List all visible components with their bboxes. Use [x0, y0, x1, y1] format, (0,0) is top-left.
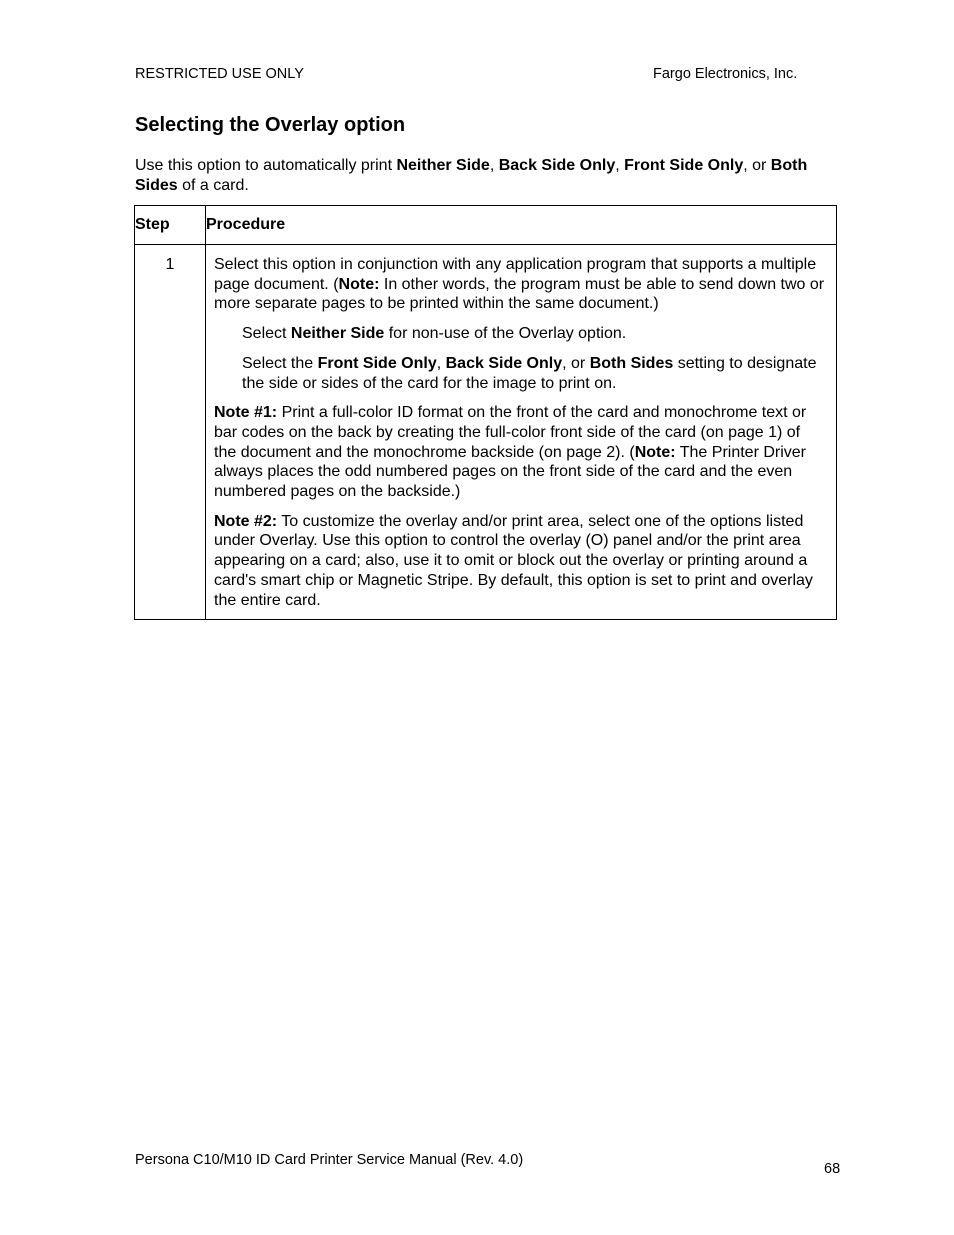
procedure-text: To customize the overlay and/or print area, select one of the options listed under Overlay. Use this option to control the overlay (O) panel and/or the print area appearing on a card; also, use it to omit or block out the overlay or printing around a card's smart chip or Magnetic Stripe. By default, this option is set to print and overlay the entire card. [214, 512, 813, 609]
table-row [135, 245, 837, 620]
procedure-text: Select this option in conjunction with any application program that supports a multiple page document. ( [214, 256, 817, 293]
procedure-text: Select the [242, 354, 318, 372]
procedure-text: The Printer Driver always places the odd numbered pages on the front side of the card and the even numbered pages on the backside.) [214, 443, 806, 501]
column-header-procedure: Procedure [206, 206, 837, 245]
intro-bold-back-side-only: Back Side Only [498, 157, 616, 174]
column-header-step: Step [135, 206, 206, 245]
procedure-text: , [436, 354, 446, 372]
procedure-bold-note-1: Note #1: [214, 404, 278, 422]
procedure-bold-neither-side: Neither Side [290, 325, 385, 343]
procedure-table [134, 205, 837, 620]
step-number: 1 [135, 245, 206, 620]
table-header-row [135, 206, 837, 245]
intro-text: , [615, 157, 625, 174]
procedure-text: for non-use of the Overlay option. [384, 325, 627, 343]
procedure-note-1 [214, 403, 826, 502]
procedure-text: setting to designate the side or sides of the card for the image to print on. [242, 354, 817, 392]
footer-page-number: 68 [824, 1161, 841, 1177]
intro-text: Use this option to automatically print [135, 157, 397, 174]
procedure-bold-both-sides: Both Sides [589, 354, 674, 372]
procedure-bold-note: Note: [338, 275, 380, 293]
procedure-bold-note: Note: [634, 443, 676, 461]
procedure-note-2 [214, 512, 826, 611]
intro-text: , [489, 157, 499, 174]
intro-text: of a card. [177, 177, 249, 194]
intro-text: , or [743, 157, 771, 174]
procedure-cell [206, 245, 837, 620]
header-company-name: Fargo Electronics, Inc. [653, 66, 798, 82]
procedure-text: Print a full-color ID format on the front of the card and monochrome text or bar codes on the back by creating the full-color front side of the card (on page 1) of the document and the monochrome backside (on page 2). ( [214, 404, 807, 461]
intro-paragraph [135, 156, 835, 196]
procedure-bold-back-side-only: Back Side Only [445, 354, 563, 372]
procedure-text: In other words, the program must be able to send down two or more separate pages to be printed within the same document.) [214, 275, 825, 313]
procedure-paragraph-indented [214, 324, 826, 344]
procedure-bold-note-2: Note #2: [214, 512, 278, 530]
procedure-bold-front-side-only: Front Side Only [317, 354, 437, 372]
procedure-text: Select [242, 325, 291, 343]
header-restricted-label: RESTRICTED USE ONLY [135, 66, 304, 82]
intro-bold-front-side-only: Front Side Only [624, 157, 744, 174]
procedure-paragraph [214, 255, 826, 314]
procedure-paragraph-indented [214, 354, 826, 393]
intro-bold-both-sides: Both Sides [135, 157, 808, 194]
footer-manual-title: Persona C10/M10 ID Card Printer Service Manual (Rev. 4.0) [135, 1152, 524, 1168]
intro-bold-neither-side: Neither Side [396, 157, 490, 174]
procedure-text: , or [562, 354, 590, 372]
section-title: Selecting the Overlay option [135, 114, 406, 136]
